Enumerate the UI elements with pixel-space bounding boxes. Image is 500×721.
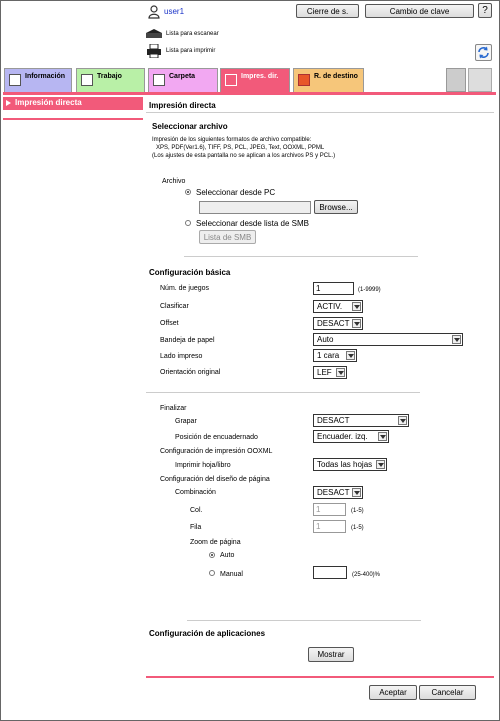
scanner-icon <box>145 28 163 40</box>
section-rule-3 <box>187 620 421 621</box>
tab-impres-dir[interactable]: Impres. dir. <box>220 68 290 93</box>
print-sheet-label: Imprimir hoja/libro <box>175 462 231 469</box>
panel-icon[interactable] <box>468 68 492 92</box>
from-smb-radio[interactable] <box>185 220 191 226</box>
status-scan: Lista para escanear <box>166 31 219 37</box>
finish-heading: Finalizar <box>160 405 187 412</box>
sort-select[interactable]: ACTIV. <box>313 300 363 313</box>
basic-heading: Configuración básica <box>149 268 231 277</box>
refresh-button[interactable] <box>475 44 492 61</box>
chevron-down-icon <box>378 432 387 441</box>
from-pc-label: Seleccionar desde PC <box>196 188 276 197</box>
select-file-desc-1: Impresión de los siguientes formatos de archivo compatible: <box>152 137 312 143</box>
col-range: (1-5) <box>351 508 364 514</box>
logout-button[interactable]: Cierre de s. <box>296 4 359 18</box>
sidebar-item-impresion-directa[interactable]: Impresión directa <box>3 97 143 110</box>
zoom-manual-radio[interactable] <box>209 570 215 576</box>
offset-label: Offset <box>160 320 179 327</box>
section-rule-2 <box>146 392 420 393</box>
offset-select[interactable]: DESACT <box>313 317 363 330</box>
archivo-label: Archivo <box>162 178 186 185</box>
chevron-down-icon <box>398 416 407 425</box>
title-rule <box>146 112 494 113</box>
refresh-icon <box>477 46 490 61</box>
binding-select[interactable]: Encuader. izq. <box>313 430 389 443</box>
zoom-label: Zoom de página <box>190 539 241 546</box>
from-smb-label: Seleccionar desde lista de SMB <box>196 219 309 228</box>
select-file-heading: Seleccionar archivo <box>152 122 228 131</box>
help-button[interactable]: ? <box>478 3 492 18</box>
chevron-down-icon <box>352 319 361 328</box>
staple-select[interactable]: DESACT <box>313 414 409 427</box>
zoom-manual-label: Manual <box>220 571 243 578</box>
change-password-button[interactable]: Cambio de clave <box>365 4 474 18</box>
file-path-field[interactable] <box>199 201 311 214</box>
col-label: Col. <box>190 507 203 514</box>
copies-input[interactable]: 1 <box>313 282 354 295</box>
orient-label: Orientación original <box>160 369 221 376</box>
direct-print-icon <box>225 74 237 86</box>
side-select[interactable]: 1 cara <box>313 349 357 362</box>
print-sheet-select[interactable]: Todas las hojas <box>313 458 387 471</box>
mfp-box-icon[interactable] <box>446 68 466 92</box>
col-input[interactable]: 1 <box>313 503 346 516</box>
tray-select[interactable]: Auto <box>313 333 463 346</box>
row-range: (1-5) <box>351 525 364 531</box>
smb-list-button[interactable]: Lista de SMB <box>199 230 256 244</box>
zoom-auto-radio[interactable] <box>209 552 215 558</box>
select-file-desc-2: XPS, PDF(Ver1.6), TIFF, PS, PCL, JPEG, Text, OOXML, PPML <box>156 145 325 151</box>
side-label: Lado impreso <box>160 353 203 360</box>
chevron-down-icon <box>376 460 385 469</box>
folder-icon <box>153 74 165 86</box>
browse-button[interactable]: Browse... <box>314 200 358 214</box>
layout-label: Configuración del diseño de página <box>160 476 270 483</box>
zoom-manual-range: (25-400)% <box>352 572 381 578</box>
sort-label: Clasificar <box>160 303 189 310</box>
sidebar-rule <box>3 118 143 120</box>
from-pc-radio[interactable] <box>185 189 191 195</box>
user-icon <box>148 5 160 19</box>
binding-label: Posición de encuadernado <box>175 434 258 441</box>
footer-rule <box>146 676 494 678</box>
destination-icon <box>298 74 310 86</box>
staple-label: Grapar <box>175 418 197 425</box>
combine-label: Combinación <box>175 489 216 496</box>
combine-select[interactable]: DESACT <box>313 486 363 499</box>
tab-bar-rule <box>3 92 496 95</box>
chevron-down-icon <box>346 351 355 360</box>
row-input[interactable]: 1 <box>313 520 346 533</box>
chevron-down-icon <box>352 488 361 497</box>
tab-r-de-destino[interactable]: R. de destino <box>293 68 364 93</box>
row-label: Fila <box>190 524 202 531</box>
chevron-down-icon <box>352 302 361 311</box>
tray-label: Bandeja de papel <box>160 337 215 344</box>
chevron-down-icon <box>336 368 345 377</box>
copies-range: (1-9999) <box>358 287 381 293</box>
accept-button[interactable]: Aceptar <box>369 685 417 700</box>
zoom-auto-label: Auto <box>220 552 235 559</box>
select-file-desc-3: (Los ajustes de esta pantalla no se aplican a los archivos PS y PCL.) <box>152 153 336 159</box>
tab-trabajo[interactable]: Trabajo <box>76 68 145 93</box>
ooxml-label: Configuración de impresión OOXML <box>160 448 273 455</box>
tab-informacion[interactable]: Información <box>4 68 72 93</box>
orient-select[interactable]: LEF <box>313 366 347 379</box>
user-name[interactable]: user1 <box>164 7 185 16</box>
apps-heading: Configuración de aplicaciones <box>149 629 266 638</box>
job-icon <box>81 74 93 86</box>
info-icon <box>9 74 21 86</box>
page-title: Impresión directa <box>149 101 216 110</box>
triangle-right-icon <box>6 100 11 106</box>
tab-carpeta[interactable]: Carpeta <box>148 68 218 93</box>
status-print: Lista para imprimir <box>166 48 216 54</box>
cancel-button[interactable]: Cancelar <box>419 685 476 700</box>
copies-label: Núm. de juegos <box>160 285 210 292</box>
printer-icon <box>146 44 162 58</box>
chevron-down-icon <box>452 335 461 344</box>
zoom-manual-input[interactable] <box>313 566 347 579</box>
show-button[interactable]: Mostrar <box>308 647 354 662</box>
section-rule-1 <box>184 256 418 257</box>
